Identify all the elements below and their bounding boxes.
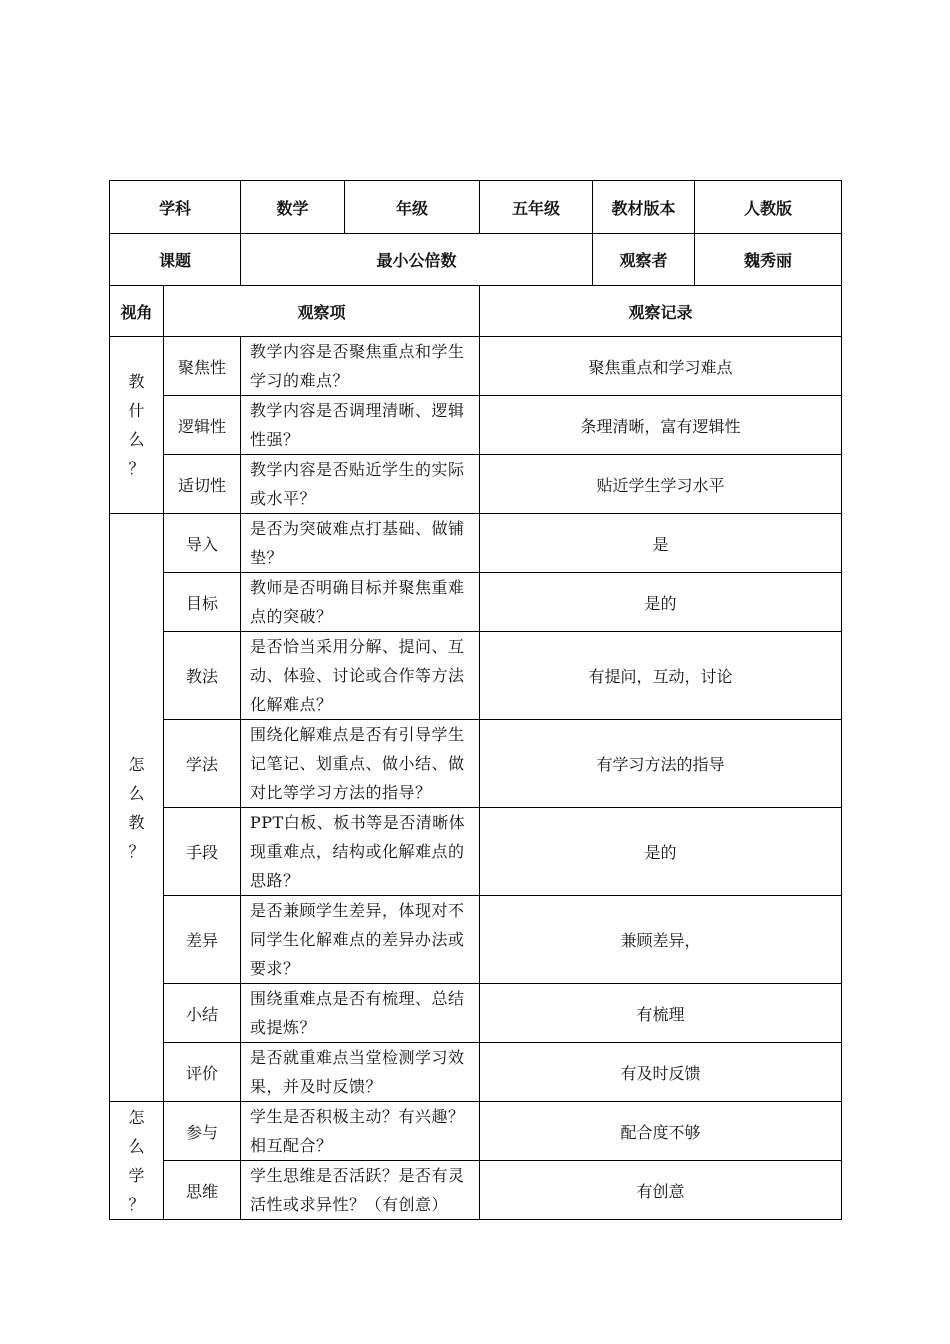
aspect-cell: 教法 — [164, 632, 241, 720]
record-cell: 有学习方法的指导 — [480, 720, 842, 808]
question-cell: 学生是否积极主动？有兴趣？相互配合？ — [241, 1102, 480, 1161]
record-header: 观察记录 — [480, 286, 842, 337]
observer-value: 魏秀丽 — [695, 234, 842, 286]
observation-row — [110, 720, 842, 808]
edition-value: 人教版 — [695, 181, 842, 234]
perspective-char: 学 — [128, 1165, 145, 1185]
question-cell: 教师是否明确目标并聚焦重难点的突破？ — [241, 573, 480, 632]
observation-row — [110, 896, 842, 984]
question-cell: 围绕重难点是否有梳理、总结或提炼？ — [241, 984, 480, 1043]
question-cell: 是否为突破难点打基础、做铺垫？ — [241, 514, 480, 573]
aspect-cell: 导入 — [164, 514, 241, 573]
question-cell: 学生思维是否活跃？是否有灵活性或求异性？（有创意） — [241, 1161, 480, 1220]
topic-value: 最小公倍数 — [241, 234, 593, 286]
aspect-cell: 聚焦性 — [164, 337, 241, 396]
aspect-cell: 手段 — [164, 808, 241, 896]
observer-label: 观察者 — [593, 234, 695, 286]
observation-row — [110, 1102, 842, 1161]
perspective-char: 么 — [128, 1136, 145, 1156]
observation-row — [110, 984, 842, 1043]
observation-row — [110, 1161, 842, 1220]
record-cell: 是的 — [480, 573, 842, 632]
observation-row — [110, 1043, 842, 1102]
perspective-how-to-learn — [110, 1102, 164, 1220]
perspective-char: 怎 — [128, 1107, 145, 1127]
record-cell: 兼顾差异， — [480, 896, 842, 984]
record-cell: 贴近学生学习水平 — [480, 455, 842, 514]
aspect-cell: 差异 — [164, 896, 241, 984]
record-cell: 配合度不够 — [480, 1102, 842, 1161]
question-cell: 围绕化解难点是否有引导学生记笔记、划重点、做小结、做对比等学习方法的指导？ — [241, 720, 480, 808]
aspect-cell: 评价 — [164, 1043, 241, 1102]
record-cell: 聚焦重点和学习难点 — [480, 337, 842, 396]
perspective-what-to-teach — [110, 337, 164, 514]
perspective-char: 教 — [128, 372, 145, 391]
observation-row — [110, 573, 842, 632]
observation-row — [110, 808, 842, 896]
aspect-cell: 目标 — [164, 573, 241, 632]
topic-label: 课题 — [110, 234, 241, 286]
aspect-cell: 逻辑性 — [164, 396, 241, 455]
item-header: 观察项 — [164, 286, 480, 337]
question-cell: 教学内容是否调理清晰、逻辑性强？ — [241, 396, 480, 455]
grade-label: 年级 — [345, 181, 480, 234]
question-cell: 是否恰当采用分解、提问、互动、体验、讨论或合作等方法化解难点？ — [241, 632, 480, 720]
aspect-cell: 参与 — [164, 1102, 241, 1161]
aspect-cell: 小结 — [164, 984, 241, 1043]
observation-row — [110, 455, 842, 514]
perspective-char: 怎 — [128, 754, 145, 774]
perspective-char: 么 — [128, 783, 145, 803]
perspective-char: 什 — [128, 401, 145, 420]
observation-table — [109, 180, 842, 1220]
perspective-how-to-teach — [110, 514, 164, 1102]
aspect-cell: 学法 — [164, 720, 241, 808]
record-cell: 有梳理 — [480, 984, 842, 1043]
observation-row — [110, 632, 842, 720]
question-cell: 教学内容是否聚焦重点和学生学习的难点？ — [241, 337, 480, 396]
perspective-char: ？ — [128, 1194, 145, 1214]
subject-value: 数学 — [241, 181, 345, 234]
record-cell: 有创意 — [480, 1161, 842, 1220]
question-cell: 是否兼顾学生差异，体现对不同学生化解难点的差异办法或要求？ — [241, 896, 480, 984]
edition-label: 教材版本 — [593, 181, 695, 234]
perspective-char: ？ — [128, 841, 145, 861]
question-cell: 教学内容是否贴近学生的实际或水平？ — [241, 455, 480, 514]
observation-row — [110, 514, 842, 573]
perspective-char: 么 — [128, 430, 145, 449]
perspective-char: 教 — [128, 812, 145, 832]
perspective-char: ？ — [128, 459, 145, 478]
record-cell: 有提问，互动，讨论 — [480, 632, 842, 720]
record-cell: 有及时反馈 — [480, 1043, 842, 1102]
grade-value: 五年级 — [480, 181, 593, 234]
perspective-header: 视角 — [110, 286, 164, 337]
aspect-cell: 思维 — [164, 1161, 241, 1220]
question-cell: PPT白板、板书等是否清晰体现重难点，结构或化解难点的思路？ — [241, 808, 480, 896]
observation-row — [110, 396, 842, 455]
question-cell: 是否就重难点当堂检测学习效果，并及时反馈？ — [241, 1043, 480, 1102]
subject-label: 学科 — [110, 181, 241, 234]
record-cell: 条理清晰，富有逻辑性 — [480, 396, 842, 455]
observation-row — [110, 337, 842, 396]
record-cell: 是的 — [480, 808, 842, 896]
aspect-cell: 适切性 — [164, 455, 241, 514]
record-cell: 是 — [480, 514, 842, 573]
